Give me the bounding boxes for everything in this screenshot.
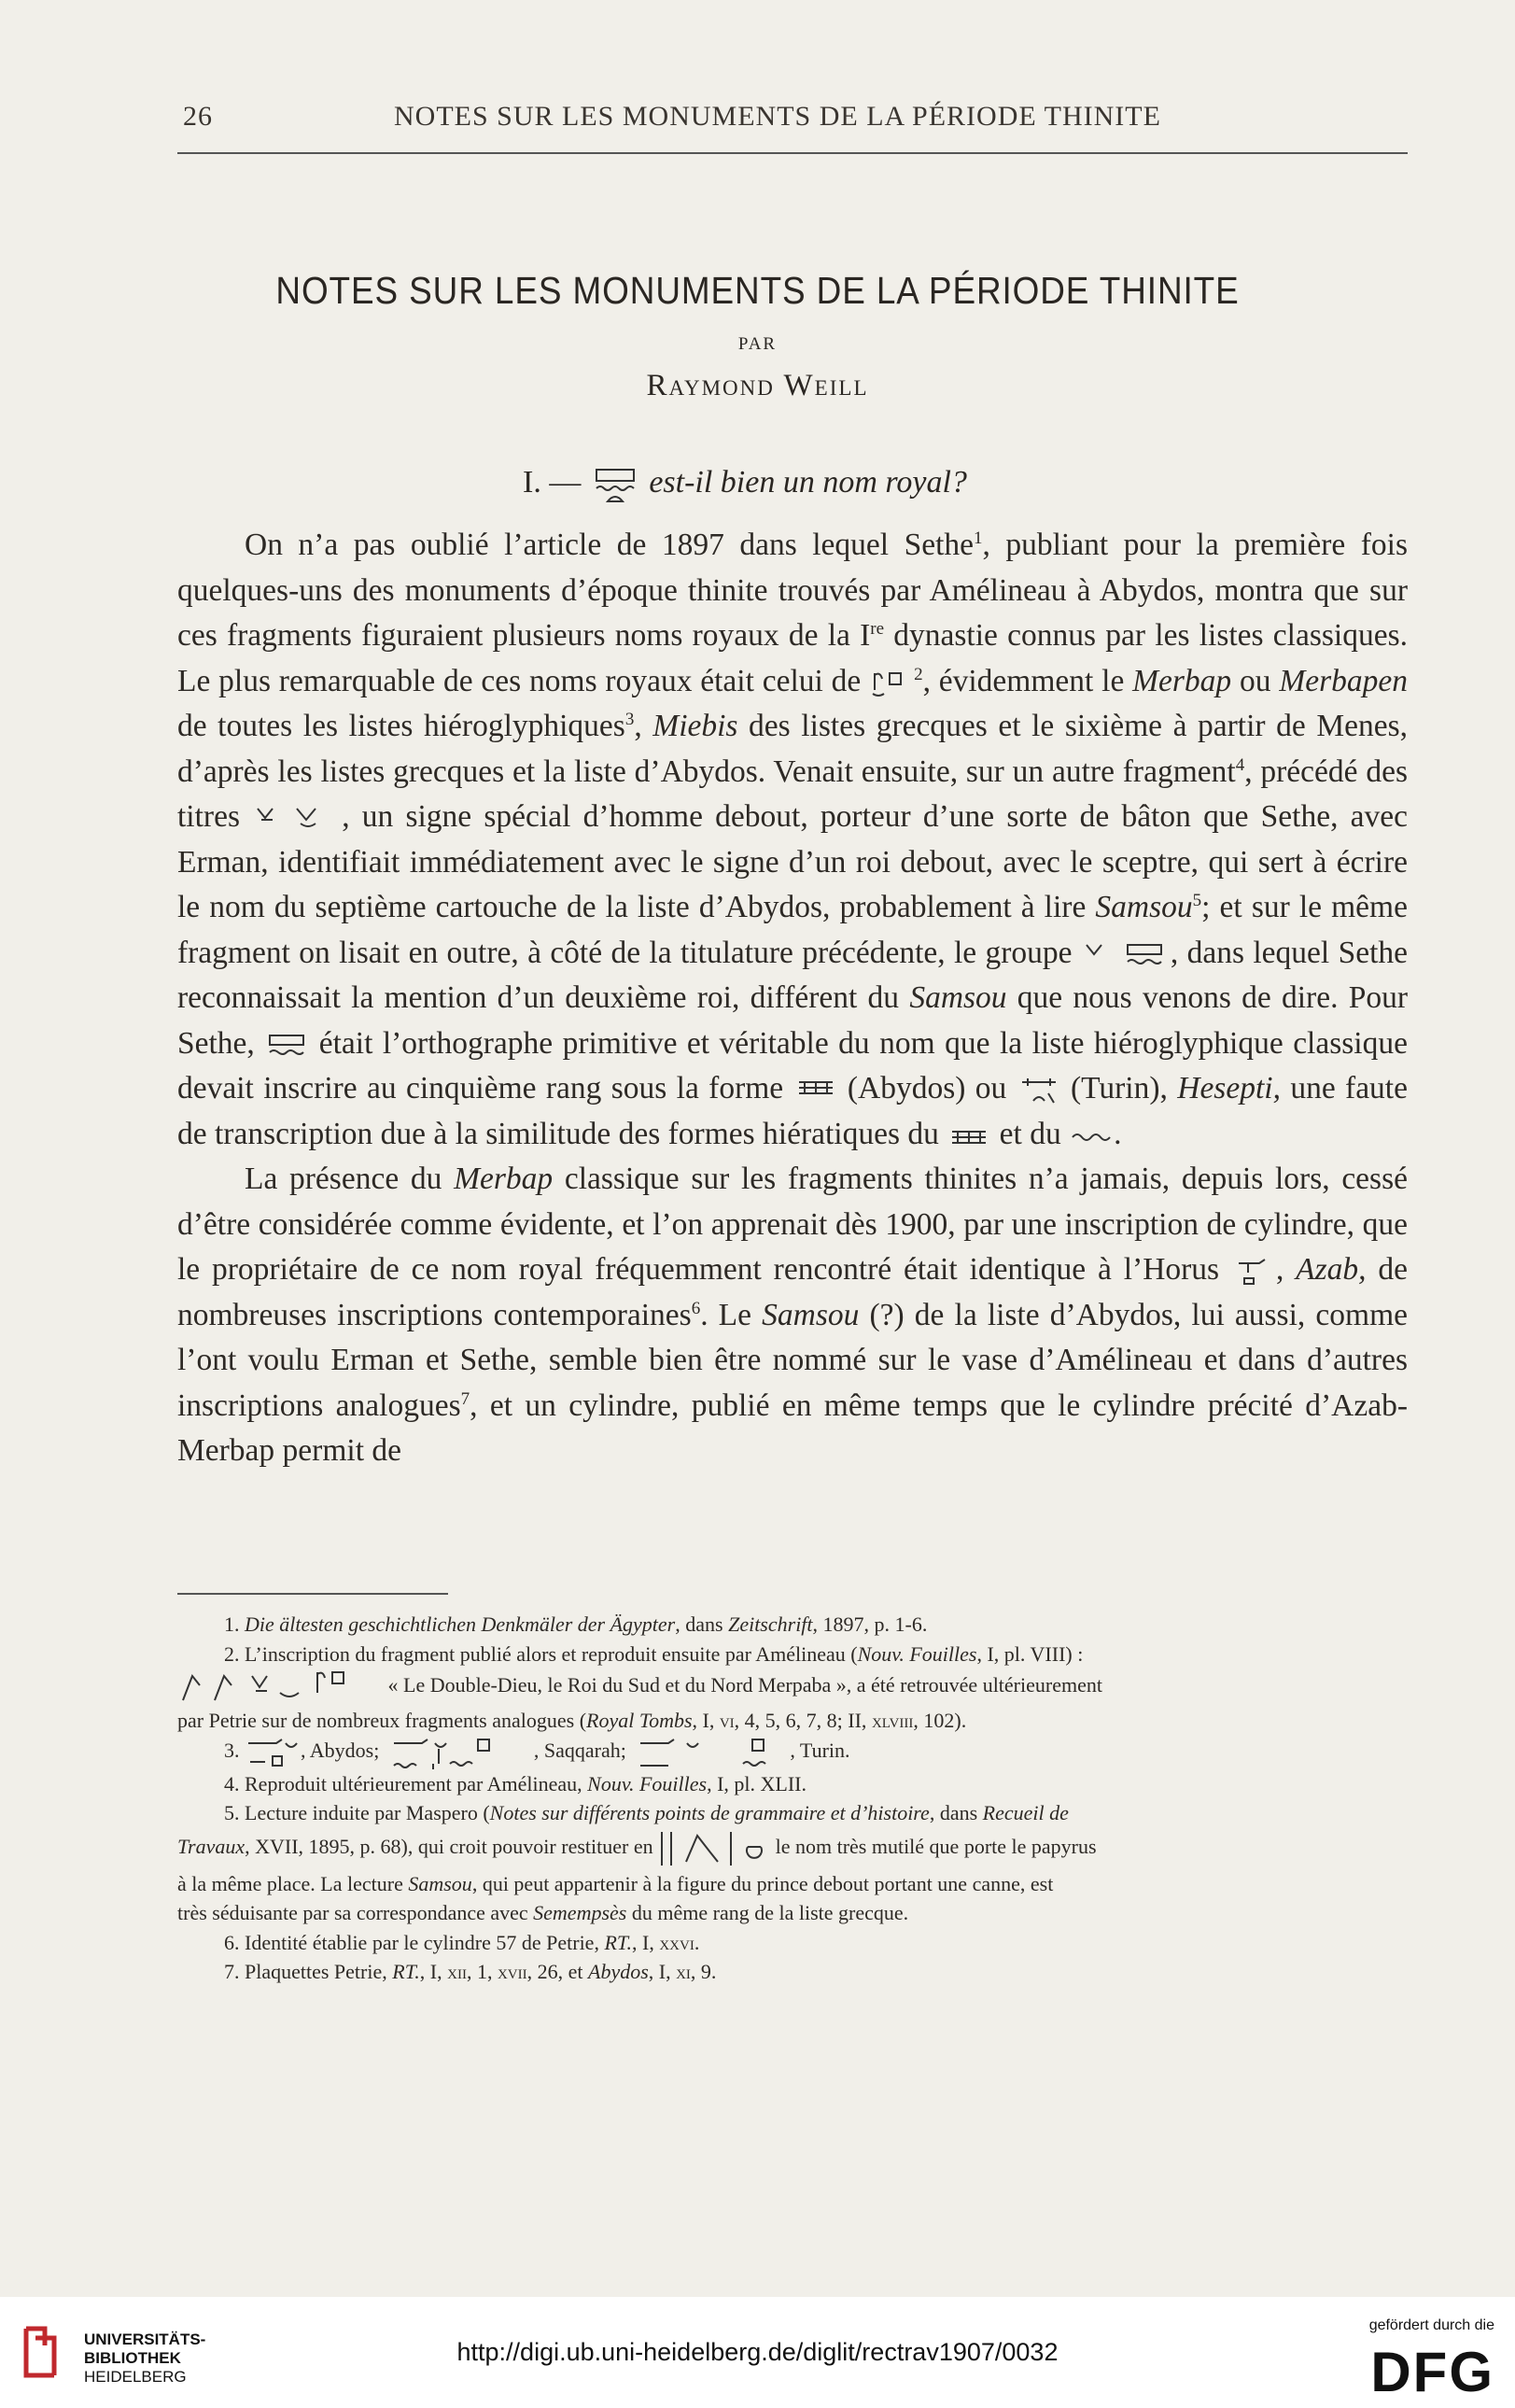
hieroglyph-icon [1231,1258,1276,1286]
section-title: est-il bien un nom royal? [649,465,967,500]
article-by: PAR [737,334,778,354]
hieroglyph-icon [947,1122,991,1150]
hieroglyph-icon [631,1736,790,1769]
article-title: NOTES SUR LES MONUMENTS DE LA PÉRIODE THINITE [275,269,1240,312]
institution-name: UNIVERSITÄTS- BIBLIOTHEK HEIDELBERG [84,2331,206,2386]
hieroglyph-icon [264,1032,309,1060]
footnote-6: 6. Identité établie par le cylindre 57 de Petrie, RT., I, xxvi. [224,1930,700,1954]
paragraph-1: On n’a pas oublié l’article de 1897 dans lequel Sethe$^1$, publiant pour la première fois quelques-uns des monuments d’époque thinite trouvés par Amélineau à Abydos, montra que sur ces fragments figuraient plusieurs noms royaux de la Ire dynastie connus par les listes classiques. Le plus remarquable de ces noms royaux était celui de $^2$, évidemment le Merbap ou Merbapen de toutes les listes hiéroglyphiques$^3$, Miebis des listes grecques et le sixième à partir de Menes, d’après les listes grecques et la liste d’Abydos. Venait ensuite, sur un autre fragment$^4$, précédé des titres , un signe spécial d’homme debout, porteur d’une sorte de bâton que Sethe, avec Erman, identifiait immédiatement avec le signe d’un roi debout, avec le sceptre, qui sert à écrire le nom du septième cartouche de la liste d’Abydos, probablement à lire Samsou$^5$; et sur le même fragment on lisait en outre, à côté de la titulature précédente, le groupe , dans lequel Sethe reconnaissait la mention d’un deuxième roi, différent du Samsou que nous venons de dire. Pour Sethe, était l’orthographe primitive et véritable du nom que la liste hiéroglyphique classique devait inscrire au cinquième rang sous la forme (Abydos) ou (Turin), Hesepti, une faute de transcription due à la similitude des formes hiératiques du et du . [177,528,1409,1151]
body-text [177,523,1408,1474]
funded-by-label: gefördert durch die [1368,2317,1494,2333]
hieroglyph-icon [793,1077,838,1105]
footnotes [177,1610,1408,1987]
footnote-3: 3. , Abydos; , Saqqarah; , Turin. [177,1736,1408,1769]
footnote-rule [177,1593,448,1595]
footnote-5-cont: Travaux, XVII, 1895, p. 68), qui croit pouvoir restituer en le nom très mutilé que porte le papyrus [177,1828,1408,1869]
article-author: Raymond Weill [646,369,869,402]
footnote-2: 2. L’inscription du fragment publié alors et reproduit ensuite par Amélineau (Nouv. Fouilles, I, pl. VIII) : [224,1641,1084,1666]
hieroglyph-icon [252,805,342,833]
footnote-7: 7. Plaquettes Petrie, RT., I, xii, 1, xvii, 26, et Abydos, I, xi, 9. [224,1960,717,1983]
hieroglyph-icon [1081,941,1171,969]
section-heading [523,465,967,503]
hieroglyph-icon [1069,1122,1114,1150]
hieroglyph-icon [245,1736,301,1769]
footnote-1: 1. Die ältesten geschichtlichen Denkmäler der Ägypter, dans Zeitschrift, 1897, p. 1-6. [224,1612,928,1636]
hieroglyph-icon [589,466,641,503]
footnote-5-cont3: très séduisante par sa correspondance avec Semempsès du même rang de la liste grecque. [177,1901,909,1924]
source-url-link[interactable]: http://digi.ub.uni-heidelberg.de/diglit/rectrav1907/0032 [456,2338,1059,2366]
hieroglyph-icon [385,1736,534,1769]
footer-bar [0,2297,1515,2408]
page-number: 26 [183,101,213,132]
footnote-5: 5. Lecture induite par Maspero (Notes sur différents points de grammaire et d’histoire, dans Recueil de [224,1801,1069,1824]
footnote-2-cont: par Petrie sur de nombreux fragments analogues (Royal Tombs, I, vi, 4, 5, 6, 7, 8; II, xlviii, 102). [177,1709,967,1732]
footnote-2-inscription: « Le Double-Dieu, le Roi du Sud et du Nord Merpaba », a été retrouvée ultérieurement [177,1669,1408,1706]
dfg-logo: DFG [1370,2341,1494,2403]
section-number: I. — [523,465,582,500]
hieroglyph-icon [869,669,914,697]
footnote-5-cont2: à la même place. La lecture Samsou, qui peut appartenir à la figure du prince debout portant une canne, est [177,1871,1054,1895]
footnote-4: 4. Reproduit ultérieurement par Amélineau, Nouv. Fouilles, I, pl. XLII. [224,1771,807,1795]
header-rule [177,152,1408,154]
hieroglyph-icon [1017,1077,1061,1105]
hieroglyph-icon [177,1669,383,1706]
hieroglyph-icon [658,1828,770,1869]
paragraph-2: La présence du Merbap classique sur les fragments thinites n’a jamais, depuis lors, cessé d’être considérée comme évidente, et l’on apprenait dès 1900, par une inscription de cylindre, que le propriétaire de ce nom royal fréquemment rencontré était identique à l’Horus , Azab, de nombreuses inscriptions contemporaines$^6$. Le Samsou (?) de la liste d’Abydos, lui aussi, comme l’ont voulu Erman et Sethe, semble bien être nommé sur le vase d’Amélineau et dans d’autres inscriptions analogues$^7$, et un cylindre, publié en même temps que le cylindre précité d’Azab-Merbap permit de [177,1162,1409,1468]
running-title: NOTES SUR LES MONUMENTS DE LA PÉRIODE THINITE [394,101,1161,132]
